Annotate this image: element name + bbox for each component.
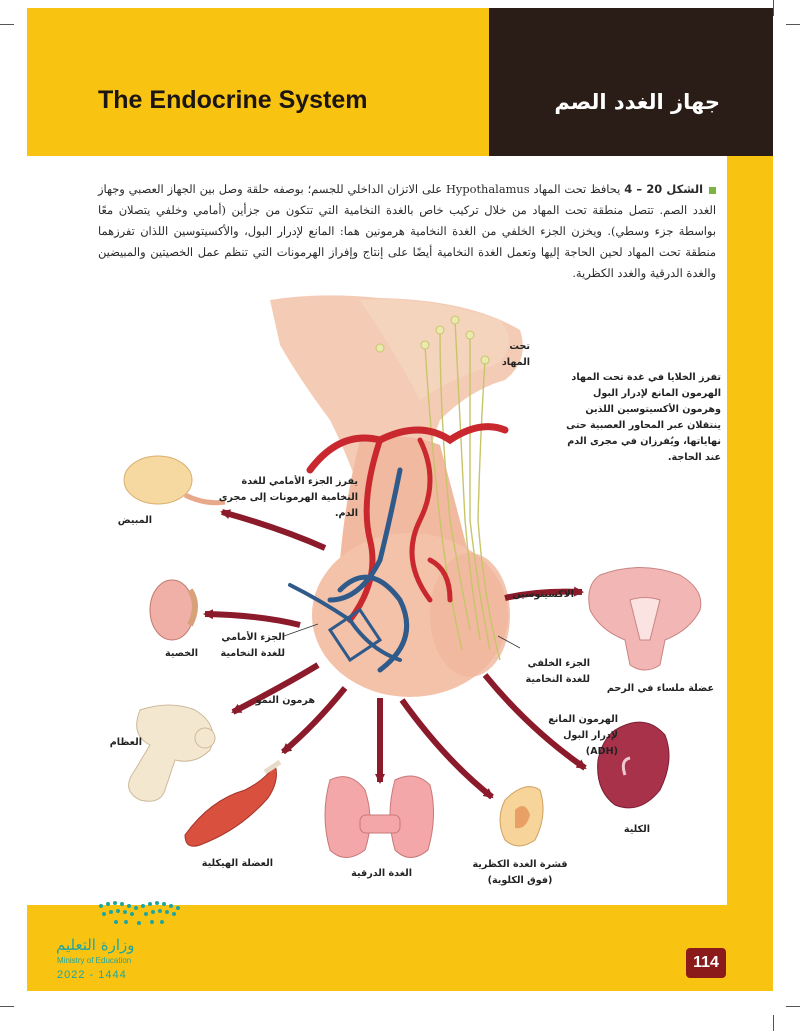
label-kidney: الكلية	[623, 824, 650, 835]
thyroid-shape	[325, 776, 434, 858]
page-title-arabic: جهاز الغدد الصم	[554, 90, 720, 114]
label-thyroid: الغدة الدرقية	[351, 868, 412, 879]
testis-shape	[150, 580, 195, 640]
uterus-shape	[589, 568, 701, 671]
muscle-shape	[185, 762, 280, 846]
label-posterior-pituitary: الجزء الخلفي للغدة النخامية	[525, 658, 590, 685]
ministry-logo-icon	[96, 896, 186, 932]
edition-year: 2022 - 1444	[57, 969, 127, 981]
ministry-name-arabic: وزارة التعليم	[56, 936, 135, 954]
label-anterior-note: يفرز الجزء الأمامي للغدة النخامية الهرمونات إلى مجرى الدم.	[218, 476, 358, 519]
page-title-english: The Endocrine System	[98, 86, 368, 114]
label-anterior-pituitary: الجزء الأمامي للغدة النخامية	[220, 632, 285, 659]
label-uterus-muscle: عضلة ملساء في الرحم	[606, 683, 714, 694]
caption-label: الشكل 20 – 4	[624, 182, 703, 196]
label-adh: الهرمون المانع لإدرار البول (ADH)	[548, 714, 618, 757]
label-adrenal-cortex: قشرة الغدة الكظرية (فوق الكلوية)	[472, 859, 568, 886]
label-bones: العظام	[109, 737, 142, 748]
ministry-name-english: Ministry of Education	[57, 956, 132, 965]
bone-shape	[129, 705, 215, 801]
label-testis: الخصية	[165, 648, 198, 659]
label-ovary: المبيض	[117, 515, 152, 526]
ovary-shape	[124, 456, 225, 504]
label-oxytocin: الاكسيتوسين	[512, 589, 574, 600]
caption-text: يحافظ تحت المهاد Hypothalamus على الاتزان الداخلي للجسم؛ بوصفه حلقة وصل بين الجهاز العصبي وجهاز الغدد الصم. تتصل منطقة تحت المهاد من خلال تركيب خاص بالغدة النخامية التي تتكون من جزأين (أمامي وخلفي يتصلان معًا بواسطة جزء وسطي). ويخزن الجزء الخلفي من الغدة النخامية هرمونين هما: المانع لإدرار البول، والأكسيتوسين اللذان تفرزهما منطقة تحت المهاد لحين الحاجة إليها وتعمل الغدة النخامية أيضًا على إنتاج وإفراز الهرمونات التي تنظم عمل الخصيتين والمبيضين والغدة الدرقية والغدد الكظرية.	[98, 182, 716, 280]
label-skeletal-muscle: العضلة الهيكلية	[201, 858, 273, 869]
adrenal-shape	[500, 787, 543, 846]
label-hypothalamus-note: تفرز الخلايا في غدة تحت المهاد الهرمون المانع لإدرار البول وهرمون الأكسيتوسين اللذين ينتقلان عبر المحاور العصبية حتى نهاياتها، ويُفرزان في مجرى الدم عند الحاجة.	[566, 372, 721, 463]
label-growth-hormone: هرمون النمو	[255, 695, 315, 706]
label-hypothalamus: تحت المهاد	[501, 341, 530, 368]
page-number: 114	[686, 948, 726, 978]
